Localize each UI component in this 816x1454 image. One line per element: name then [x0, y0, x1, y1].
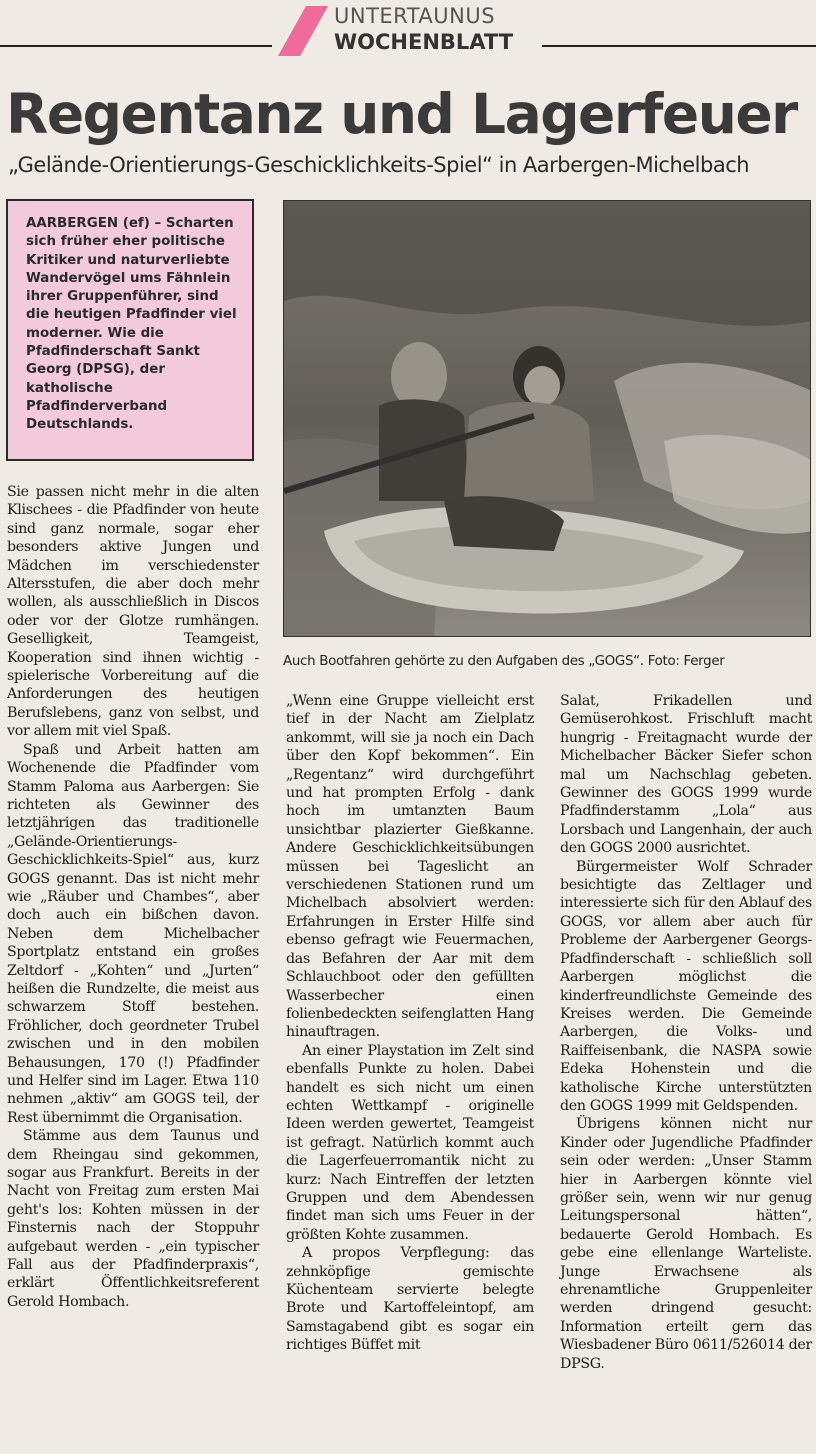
- paragraph: A propos Verpflegung: das zehnköpfige gemischte Küchenteam servierte belegte Brote und Kartoffeleintopf, am Samstagabend gibt es sogar ein richtiges Büffet mit: [286, 1245, 534, 1354]
- headline: Regentanz und Lagerfeuer: [6, 82, 797, 146]
- masthead-rule-left: [0, 45, 272, 47]
- article-column-2: [286, 692, 534, 1355]
- canoe-photo-image: [284, 201, 811, 637]
- photo-caption: Auch Bootfahren gehörte zu den Aufgaben des „GOGS“. Foto: Ferger: [283, 654, 725, 669]
- paragraph: Bürgermeister Wolf Schrader besichtigte das Zeltlager und interessierte sich für den Ablauf des GOGS, vor allem aber auch für Probleme der Aarbergener Georgs-Pfadfinderschaft - schließlich soll Aarbergen möglichst die kinderfreundlichste Gemeinde des Kreises werden. Die Gemeinde Aarbergen, die Volks- und Raiffeisenbank, die NASPA sowie Edeka Hohenstein und die katholische Kirche unterstützten den GOGS 1999 mit Geldspenden.: [560, 858, 812, 1114]
- paragraph: Stämme aus dem Taunus und dem Rheingau sind gekommen, sogar aus Frankfurt. Bereits in der Nacht von Freitag zum ersten Mai geht's los: Kohten müssen in der Finsternis nach der Stoppuhr aufgebaut werden - „ein typischer Fall aus der Pfadfinderpraxis“, erklärt Öffentlichkeitsreferent Gerold Hombach.: [7, 1128, 259, 1310]
- lead-box: AARBERGEN (ef) – Scharten sich früher eher politische Kritiker und naturverliebte Wandervögel ums Fähnlein ihrer Gruppenführer, sind die heutigen Pfadfinder viel moderner. Wie die Pfadfinderschaft Sankt Georg (DPSG), der katholische Pfadfinderverband Deutschlands.: [6, 199, 254, 461]
- masthead: [0, 0, 816, 62]
- paragraph: An einer Playstation im Zelt sind ebenfalls Punkte zu holen. Dabei handelt es sich nicht um einen echten Wettkampf - originelle Ideen werden gewertet, Teamgeist ist gefragt. Natürlich kommt auch die Lagerfeuerromantik nicht zu kurz: Nach Eintreffen der letzten Gruppen und dem Abendessen findet man sich ums Feuer in der größten Kohte zusammen.: [286, 1042, 534, 1243]
- masthead-logo-stripe-icon: [278, 5, 330, 57]
- masthead-region: UNTERTAUNUS: [334, 4, 496, 28]
- paragraph: Sie passen nicht mehr in die alten Klischees - die Pfadfinder von heute sind ganz normale, sogar eher besonders aktive Jungen und Mädchen im verschiedenster Altersstufen, die aber doch mehr wollen, als ausschließlich in Discos oder vor der Glotze rumhängen. Geselligkeit, Teamgeist, Kooperation sind ihnen wichtig - spielerische Vorbereitung auf die Anforderungen des heutigen Berufslebens, ganz von selbst, und vor allem mit viel Spaß.: [7, 484, 259, 740]
- masthead-paper-name: WOCHENBLATT: [334, 30, 514, 54]
- paragraph: Salat, Frikadellen und Gemüserohkost. Frischluft macht hungrig - Freitagnacht wurde der Michelbacher Bäcker Siefer schon mal um Nachschlag gebeten. Gewinner des GOGS 1999 wurde Pfadfinderstamm „Lola“ aus Lorsbach und Langenhain, der auch den GOGS 2000 ausrichtet.: [560, 693, 812, 857]
- masthead-rule-right: [542, 45, 816, 47]
- paragraph: Spaß und Arbeit hatten am Wochenende die Pfadfinder vom Stamm Paloma aus Aarbergen: Sie richteten als Gewinner des letztjährigen das traditionelle „Gelände-Orientierungs-Geschicklichkeits-Spiel“ aus, kurz GOGS genannt. Das ist nicht mehr wie „Räuber und Chambes“, aber doch auch ein bißchen davon. Neben dem Michelbacher Sportplatz entstand ein großes Zeltdorf - „Kohten“ und „Jurten“ heißen die Rundzelte, die meist aus schwarzem Stoff bestehen. Fröhlicher, doch geordneter Trubel zwischen und in den mobilen Behausungen, 170 (!) Pfadfinder und Helfer sind im Lager. Etwa 110 nehmen „aktiv“ am GOGS teil, der Rest übernimmt die Organisation.: [7, 741, 259, 1126]
- subtitle: „Gelände-Orientierungs-Geschicklichkeits-Spiel“ in Aarbergen-Michelbach: [8, 153, 750, 177]
- article-column-1: [7, 483, 259, 1311]
- paragraph: „Wenn eine Gruppe vielleicht erst tief in der Nacht am Zielplatz ankommt, will sie ja noch ein Dach über den Kopf bekommen“. Ein „Regentanz“ wird durchgeführt und hat prompten Erfolg - dank hoch im umtanzten Baum unsichtbar plazierter Gießkanne. Andere Geschicklichkeitsübungen müssen bei Tageslicht an verschiedenen Stationen rund um Michelbach absolviert werden: Erfahrungen in Erster Hilfe sind ebenso gefragt wie Feuermachen, das Befahren der Aar mit dem Schlauchboot oder den gefüllten Wasserbecher einen folienbedeckten seifenglatten Hang hinauftragen.: [286, 693, 534, 1041]
- paragraph: Übrigens können nicht nur Kinder oder Jugendliche Pfadfinder sein oder werden: „Unser Stamm hier in Aarbergen könnte viel größer sein, wenn wir nur genug Leitungspersonal hätten“, bedauerte Gerold Hombach. Es gebe eine ellenlange Warteliste. Junge Erwachsene als ehrenamtliche Gruppenleiter werden dringend gesucht: Information erteilt gern das Wiesbadener Büro 0611/526014 der DPSG.: [560, 1116, 813, 1372]
- article-photo: [283, 200, 811, 637]
- article-column-3: [560, 692, 812, 1373]
